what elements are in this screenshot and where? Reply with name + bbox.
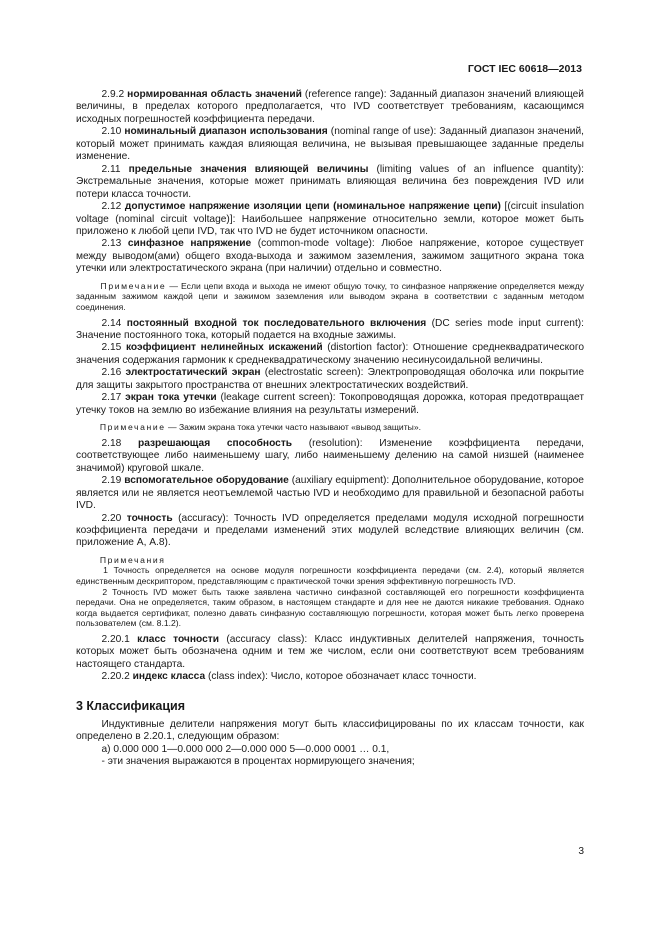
- clause-term: нормированная область значений: [127, 89, 302, 100]
- section-3-title: 3 Классификация: [76, 698, 186, 713]
- clause-text: (common-mode voltage): Любое напряжение, которое существует между выводом(ами) общего входа-выхода и зажимом заземления, зажимом защитного экрана тока утечки или электростатического экрана (при наличии) отдельно и совместно.: [76, 238, 584, 275]
- clause-number: 2.10: [101, 126, 122, 138]
- clause-number: 2.19: [101, 475, 122, 487]
- clause-2-13: [76, 238, 584, 275]
- clause-2-19: [76, 475, 584, 512]
- clause-number: 2.20.1: [101, 634, 130, 646]
- clause-number: 2.15: [101, 342, 122, 354]
- clause-2-20: [76, 513, 584, 550]
- clause-2-12: [76, 201, 584, 238]
- clause-text: [(circuit insulation voltage (nominal circuit voltage)]: Наибольшее напряжение относительно земли, которое может быть приложено к любой цепи IVD, так что IVD не будет источником опасности.: [76, 201, 584, 237]
- clause-2-15: [76, 342, 584, 367]
- clause-2-20-2: [76, 671, 584, 683]
- clause-term: индекс класса: [132, 671, 206, 683]
- clause-text: (accuracy): Точность IVD определяется пределами модуля исходной погрешности коэффициента передачи и пределами изменений этих модулей вследствие влияющих величин (см. приложение А, А.8).: [76, 512, 584, 549]
- clause-term: точность: [126, 512, 173, 524]
- note-text: 1 Точность определяется на основе модуля погрешности коэффициента передачи (см. 2.4), который является единственным дескриптором, представляющим с практической точки зрения эффективную погрешность IVD.: [76, 565, 585, 587]
- item-b-text: - эти значения выражаются в процентах нормирующего значения;: [101, 756, 415, 768]
- clause-term: постоянный входной ток последовательного включения: [126, 317, 427, 329]
- item-a-text: а) 0.000 000 1—0.000 000 2—0.000 000 5—0.000 0001 … 0.1,: [101, 743, 390, 755]
- notes-label: Примечания: [99, 554, 166, 565]
- clause-2-16: [76, 367, 584, 392]
- clause-text: (DC series mode input current): Значение постоянного тока, который подается на входные зажимы.: [76, 317, 584, 342]
- clause-number: 2.16: [101, 367, 122, 379]
- clause-text: (distortion factor): Отношение среднеквадратического значения содержания гармоник к среднеквадратическому значению несинусоидальной величины.: [76, 342, 584, 366]
- clause-term: коэффициент нелинейных искажений: [125, 342, 323, 354]
- clause-text: (auxiliary equipment): Дополнительное оборудование, которое является или не является неотъемлемой частью IVD и необходимо для правильной и безопасной работы IVD.: [76, 475, 584, 512]
- clause-number: 2.11: [101, 163, 121, 175]
- clause-term: класс точности: [137, 634, 220, 646]
- clause-2-18: [76, 438, 584, 475]
- clause-text: (leakage current screen): Токопроводящая дорожка, которая предотвращает утечку токов на землю во избежание влияния на результаты измерений.: [76, 392, 584, 416]
- page-body: [76, 89, 584, 769]
- note-2-20-1: [76, 565, 584, 586]
- clause-term: номинальный диапазон использования: [124, 126, 328, 138]
- clause-term: электростатический экран: [125, 367, 261, 379]
- clause-number: 2.12: [101, 201, 122, 213]
- clause-number: 2.20.2: [101, 671, 130, 683]
- note-text: — Если цепи входа и выхода не имеют общую точку, то синфазное напряжение определяется между заданным зажимом каждой цепи и зажимом заземления или выводом экрана в соответствии с заданным методом соединения.: [76, 280, 584, 312]
- clause-number: 2.14: [101, 317, 122, 329]
- clause-term: допустимое напряжение изоляции цепи (номинальное напряжение цепи): [124, 201, 501, 213]
- clause-term: экран тока утечки: [125, 392, 217, 404]
- page-number: 3: [578, 846, 584, 857]
- note-label: Примечание: [99, 422, 166, 433]
- note-2-13: [76, 281, 584, 313]
- notes-2-20-heading: [76, 555, 584, 566]
- clause-text: (reference range): Заданный диапазон значений влияющей величины, в пределах которого предполагается, что IVD соответствует требованиям, касающимся исходных погрешностей коэффициента передачи.: [76, 89, 584, 125]
- clause-number: 2.9.2: [101, 89, 125, 100]
- spacer: [76, 684, 584, 693]
- clause-number: 2.18: [101, 437, 122, 449]
- clause-text: (class index): Число, которое обозначает класс точности.: [205, 671, 477, 683]
- clause-term: предельные значения влияющей величины: [128, 163, 369, 175]
- clause-2-14: [76, 318, 584, 343]
- clause-term: разрешающая способность: [137, 437, 293, 449]
- note-text: — Зажим экрана тока утечки часто называют «вывод защиты».: [165, 422, 422, 433]
- clause-2-11: [76, 164, 584, 201]
- clause-text: (nominal range of use): Заданный диапазон значений, который может принимать каждая влияющая величина, не вызывая превышающее заданные пределы изменение.: [76, 126, 584, 163]
- note-label: Примечание: [100, 280, 167, 291]
- section-3-item-b: [76, 756, 584, 768]
- section-3-item-a: [76, 744, 584, 756]
- note-2-20-2: [76, 587, 584, 629]
- note-text: 2 Точность IVD может быть также заявлена частично синфазной составляющей его погрешности коэффициента передачи. Она не определяется, таким образом, в настоящем стандарте и для нее не даются никакие требования. Однако когда выдается сертификат, полезно давать синфазную составляющую погрешности, которая может быть легко проверена пользователем (см. 8.1.2).: [76, 586, 585, 629]
- clause-text: (resolution): Изменение коэффициента передачи, соответствующее либо наименьшему шагу, либо наименьшему делению на самой низшей (наименее значимой) круговой шкале.: [76, 437, 584, 474]
- clause-text: (limiting values of an influence quantity): Экстремальные значения, которые может принимать влияющая величина без повреждения IVD или потери класса точности.: [76, 163, 584, 200]
- clause-2-10: [76, 126, 584, 163]
- clause-number: 2.13: [101, 238, 122, 250]
- clause-text: (electrostatic screen): Электропроводящая оболочка или покрытие для защиты закрытого пространства от внешних электростатических воздействий.: [76, 367, 584, 391]
- clause-2-20-1: [76, 634, 584, 671]
- note-2-17: [76, 422, 584, 433]
- clause-2-17: [76, 392, 584, 417]
- clause-number: 2.20: [101, 512, 122, 524]
- section-3-intro-text: Индуктивные делители напряжения могут быть классифицированы по их классам точности, как определено в 2.20.1, следующим образом:: [76, 718, 584, 743]
- clause-text: (accuracy class): Класс индуктивных делителей напряжения, точность которых может быть обозначена одним и тем же числом, если они соответствуют всем требованиям настоящего стандарта.: [76, 634, 584, 670]
- clause-number: 2.17: [101, 392, 122, 404]
- clause-term: синфазное напряжение: [127, 238, 252, 250]
- standard-header: ГОСТ IEC 60618—2013: [467, 63, 582, 75]
- clause-2-9-2: [76, 89, 584, 126]
- section-3-intro: [76, 719, 584, 744]
- clause-term: вспомогательное оборудование: [124, 475, 289, 487]
